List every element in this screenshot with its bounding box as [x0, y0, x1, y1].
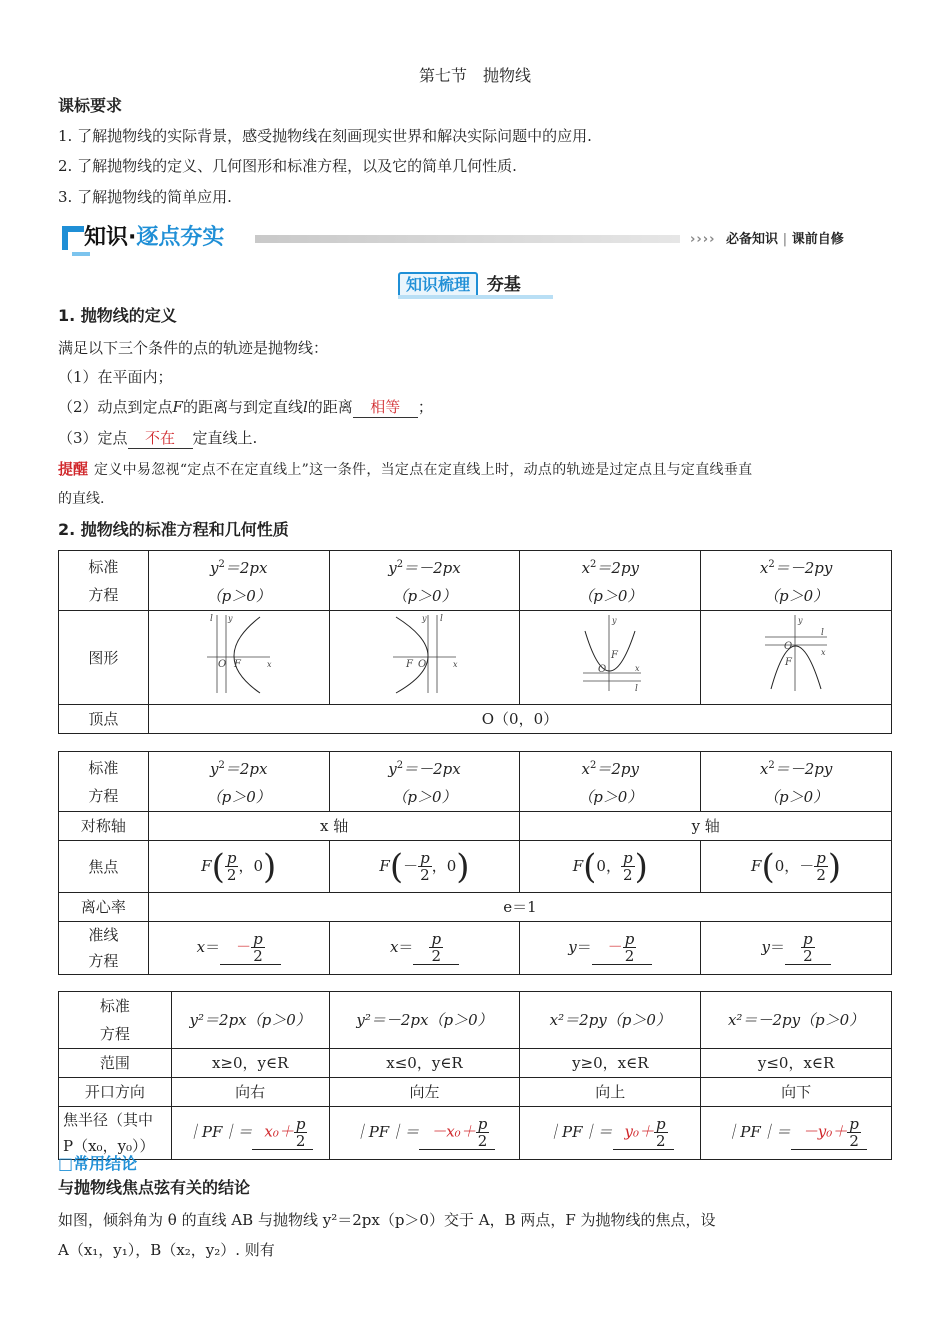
equation — [520, 752, 700, 783]
fraction — [429, 931, 443, 964]
radius-answer: y₀＋ — [624, 1122, 654, 1141]
eccentricity-value: e＝1 — [148, 893, 891, 922]
equation-lhs: x — [759, 559, 769, 577]
fraction — [621, 850, 635, 883]
paren-left: ( — [583, 846, 597, 887]
sec1-cond-2: （2）动点到定点F的距离与到定直线l的距离 相等 ； — [58, 398, 433, 416]
svg-text:x: x — [452, 660, 458, 669]
radius-cell — [329, 1107, 520, 1160]
fraction — [814, 850, 828, 883]
radius-expr — [546, 1115, 674, 1150]
focus-cell — [148, 841, 329, 893]
equation — [149, 752, 329, 783]
svg-text:y: y — [227, 614, 233, 623]
vertex-value: O（0，0） — [148, 705, 891, 734]
fraction — [623, 931, 637, 964]
directrix-expr — [389, 930, 459, 965]
equation-cell — [520, 752, 701, 812]
svg-text:l: l — [209, 614, 213, 624]
paren-left: ( — [211, 846, 225, 887]
equation-lhs: y — [210, 559, 219, 577]
directrix-var: x — [196, 938, 206, 956]
radius-cell — [171, 1107, 329, 1160]
fraction-numerator: p — [656, 1115, 666, 1133]
paren-left: ( — [761, 846, 775, 887]
equation-cell — [329, 551, 520, 611]
directrix-blank — [785, 931, 831, 965]
directrix-blank — [592, 931, 653, 965]
banner-arrows-icon: ›››› — [690, 232, 716, 247]
svg-text:x: x — [266, 660, 272, 669]
equation-rhs: ＝－2py — [774, 760, 833, 778]
radius-prefix: ｜PF｜＝ — [546, 1123, 613, 1141]
focus-cell — [701, 841, 892, 893]
equals: ＝ — [205, 938, 221, 956]
equation-exponent: 2 — [396, 760, 404, 771]
radius-blank — [613, 1116, 674, 1150]
sec1-cond-3: （3）定点 不在 定直线上. — [58, 429, 258, 447]
radius-prefix: ｜PF｜＝ — [725, 1123, 791, 1141]
svg-text:x: x — [635, 664, 640, 673]
svg-text:O: O — [784, 641, 793, 652]
fraction-numerator: p — [622, 849, 633, 867]
paren-left: ( — [389, 846, 404, 887]
sub-banner-box: 知识梳理 — [398, 272, 478, 298]
table-properties — [58, 751, 892, 975]
equation-exponent: 2 — [396, 559, 404, 570]
fraction-denominator: 2 — [803, 947, 813, 965]
fraction — [847, 1116, 861, 1149]
radius-cell — [701, 1107, 892, 1160]
sec1-cond-1: （1）在平面内； — [58, 368, 173, 386]
blank-equal: 相等 — [353, 397, 418, 418]
equation — [701, 551, 891, 582]
radius-blank — [419, 1116, 495, 1150]
paren-right: ) — [263, 846, 277, 887]
focus-zero: 0 — [253, 856, 264, 875]
fraction-numerator: p — [420, 849, 430, 867]
paren-right: ) — [456, 846, 470, 887]
equation — [330, 752, 520, 783]
fraction-denominator: 2 — [816, 866, 826, 884]
fraction-denominator: 2 — [477, 1132, 488, 1150]
banner-right-b: 课前自修 — [791, 232, 844, 247]
equation-lhs: x — [581, 559, 591, 577]
requirement-1: 1. 了解抛物线的实际背景，感受抛物线在刻画现实世界和解决实际问题中的应用. — [58, 127, 592, 145]
equation-rhs: ＝2py — [596, 559, 640, 577]
focus-expr — [379, 846, 470, 887]
radius-prefix: ｜PF｜＝ — [186, 1123, 253, 1141]
sub-banner-after: 夯基 — [486, 275, 521, 295]
fraction — [801, 931, 815, 964]
comma: ， — [238, 856, 254, 875]
equation-condition: （p＞0） — [392, 587, 457, 605]
fraction-numerator: p — [477, 1115, 488, 1133]
directrix-expr — [196, 930, 281, 965]
focus-prefix: F — [751, 856, 762, 875]
focus-expr — [572, 846, 648, 887]
banner-rule — [255, 235, 680, 243]
checkbox-icon: □ — [58, 1154, 74, 1173]
comma: ， — [784, 856, 800, 875]
equation-lhs: x — [759, 760, 769, 778]
table-row: 顶点 O（0，0） — [59, 705, 892, 734]
table-row: 标准 方程 $y^2=2px$ （p＞0） $y^2=-2px$ （p＞0） $x^2=2py$ （p＞0） $x^2=-2py$ （p＞0） — [59, 752, 892, 812]
page-title: 第七节 抛物线 — [418, 66, 531, 85]
equation-exponent: 2 — [590, 760, 597, 771]
radius-expr — [725, 1115, 867, 1150]
svg-text:O: O — [598, 664, 607, 675]
fraction-numerator: p — [816, 849, 826, 867]
table-row: 图形 l y O F x l y O F x y F O x l y O F x l — [59, 611, 892, 705]
fraction-numerator: p — [431, 930, 442, 948]
equation-cell — [701, 752, 892, 812]
directrix-var: y — [568, 938, 577, 956]
fraction-denominator: 2 — [253, 947, 263, 965]
tip-line-1: 提醒 定义中易忽视“定点不在定直线上”这一条件，当定点在定直线上时，动点的轨迹是过定点且与定直线垂直 — [58, 460, 753, 478]
svg-text:l: l — [821, 628, 824, 638]
focal-line-1: 如图，倾斜角为 θ 的直线 AB 与抛物线 y²＝2px（p＞0）交于 A，B 两点，F 为抛物线的焦点，设 — [58, 1211, 716, 1229]
svg-text:F: F — [233, 659, 241, 670]
table-row: 准线 方程 x＝ － $\frac{p}{2}$ x＝ $\frac{p}{2}$ y＝ － $\frac{p}{2}$ y＝ $\frac{p}{2}$ — [59, 922, 892, 975]
sec1-intro: 满足以下三个条件的点的轨迹是抛物线： — [58, 339, 329, 357]
radius-expr — [353, 1115, 496, 1150]
svg-text:y: y — [798, 616, 803, 625]
equation — [330, 551, 520, 582]
equation-condition: （p＞0） — [764, 587, 829, 605]
fraction-denominator: 2 — [624, 947, 635, 965]
requirements-heading: 课标要求 — [58, 96, 123, 115]
focus-prefix: F — [572, 856, 584, 875]
equation-rhs: ＝－2py — [774, 559, 833, 577]
fraction-numerator: p — [849, 1115, 859, 1133]
fraction-numerator: p — [803, 930, 813, 948]
equation-lhs: y — [388, 760, 397, 778]
fraction-numerator: p — [295, 1115, 306, 1133]
equation — [149, 551, 329, 582]
svg-text:y: y — [421, 614, 427, 623]
radius-prefix: ｜PF｜＝ — [353, 1123, 420, 1141]
sub-banner-underline — [398, 295, 553, 299]
equation-rhs: ＝－2px — [403, 559, 461, 577]
equation-cell — [148, 752, 329, 812]
svg-text:F: F — [405, 659, 413, 670]
fraction-denominator: 2 — [623, 866, 633, 884]
equation-exponent: 2 — [768, 559, 775, 570]
table-row: 开口方向 向右 向左 向上 向下 — [59, 1078, 892, 1107]
equation-lhs: x — [581, 760, 591, 778]
focus-sign: － — [799, 856, 815, 875]
equation-condition: （p＞0） — [578, 587, 643, 605]
directrix-expr — [568, 930, 652, 965]
focus-expr — [751, 846, 842, 887]
equation-exponent: 2 — [218, 760, 225, 771]
sec2-num: 2 — [58, 520, 70, 539]
equation-cell — [520, 551, 701, 611]
equals: ＝ — [770, 938, 786, 956]
fraction-numerator: p — [226, 849, 237, 867]
fraction-denominator: 2 — [656, 1132, 666, 1150]
graph-up-icon — [575, 611, 645, 695]
radius-answer: －x₀＋ — [431, 1122, 476, 1141]
paren-right: ) — [634, 846, 648, 887]
fraction — [654, 1116, 668, 1149]
directrix-blank — [220, 931, 281, 965]
sec2-heading: . 抛物线的标准方程和几何性质 — [69, 520, 289, 539]
fraction — [418, 850, 432, 883]
focus-zero: 0 — [596, 856, 606, 875]
directrix-cell — [520, 922, 701, 975]
table-row: 焦半径（其中 P（x₀，y₀）） ｜PF｜＝ x₀＋ $\frac{p}{2}$ ｜PF｜＝ －x₀＋ $\frac{p}{2}$ ｜PF｜＝ y₀＋ $\frac{p}{2}$ ｜PF｜＝ －y₀＋ $\frac{p}{2}$ — [59, 1107, 892, 1160]
common-heading: □常用结论 — [58, 1154, 138, 1173]
table-row: 对称轴 x 轴 y 轴 — [59, 812, 892, 841]
equation-cell — [329, 752, 520, 812]
directrix-cell — [329, 922, 520, 975]
radius-cell — [520, 1107, 701, 1160]
directrix-var: y — [761, 938, 771, 956]
banner-title-a: 知识 — [84, 225, 129, 250]
requirement-2: 2. 了解抛物线的定义、几何图形和标准方程，以及它的简单几何性质. — [58, 157, 517, 175]
banner-right-a: 必备知识 — [725, 232, 778, 247]
focus-zero: 0 — [446, 856, 457, 875]
equals: ＝ — [576, 938, 592, 956]
svg-text:F: F — [611, 650, 619, 661]
equation-cell — [701, 551, 892, 611]
focus-prefix: F — [201, 856, 212, 875]
equation-condition: （p＞0） — [206, 587, 271, 605]
focus-expr — [201, 846, 277, 887]
sec1-heading: . 抛物线的定义 — [69, 306, 177, 325]
equation — [520, 551, 700, 582]
fraction-numerator: p — [624, 930, 635, 948]
table-row: 范围 x≥0，y∈R x≤0，y∈R y≥0，x∈R y≤0，x∈R — [59, 1049, 892, 1078]
equation-condition: （p＞0） — [392, 788, 457, 806]
focus-zero: 0 — [774, 856, 785, 875]
equation-rhs: ＝2px — [224, 559, 268, 577]
directrix-var: x — [389, 938, 399, 956]
radius-blank — [791, 1116, 867, 1150]
equation-lhs: y — [209, 760, 219, 778]
directrix-blank — [413, 931, 459, 965]
directrix-sign: － — [236, 937, 252, 956]
tip-line-2: 的直线. — [58, 491, 105, 507]
graph-down-icon — [761, 611, 831, 695]
directrix-cell — [148, 922, 329, 975]
equation-lhs: y — [388, 559, 397, 577]
fraction-denominator: 2 — [295, 1132, 306, 1150]
fraction-denominator: 2 — [431, 947, 442, 965]
focus-prefix: F — [379, 856, 390, 875]
directrix-sign: － — [607, 937, 623, 956]
fraction-numerator: p — [253, 930, 263, 948]
directrix-expr — [761, 930, 831, 965]
banner-separator: | — [782, 232, 788, 247]
banner-dot: · — [128, 225, 137, 250]
directrix-cell — [701, 922, 892, 975]
svg-text:l: l — [635, 684, 639, 694]
fraction — [476, 1116, 490, 1149]
sec1-num: 1 — [58, 306, 70, 325]
equation-cell — [148, 551, 329, 611]
svg-text:O: O — [217, 659, 226, 670]
svg-text:l: l — [439, 614, 443, 624]
fraction — [251, 931, 265, 964]
svg-text:x: x — [821, 648, 826, 657]
fraction-denominator: 2 — [420, 866, 430, 884]
comma: ， — [431, 856, 447, 875]
table-graphs — [58, 550, 892, 734]
equation-exponent: 2 — [218, 559, 225, 570]
fraction-denominator: 2 — [226, 866, 237, 884]
equation-condition: （p＞0） — [578, 788, 643, 806]
radius-answer: －y₀＋ — [802, 1122, 848, 1141]
table-range — [58, 991, 892, 1160]
radius-answer: x₀＋ — [264, 1122, 294, 1141]
comma: ， — [605, 856, 621, 875]
paren-right: ) — [827, 846, 842, 887]
fraction — [294, 1116, 308, 1149]
graph-left-icon — [390, 611, 460, 695]
table-row: 标准 方程 $y^2=2px$ （p＞0） $y^2=-2px$ （p＞0） $x^2=2py$ （p＞0） $x^2=-2py$ （p＞0） — [59, 551, 892, 611]
equation-rhs: ＝2py — [596, 760, 640, 778]
focus-sign: － — [403, 856, 419, 875]
banner-title-b: 逐点夯实 — [136, 225, 225, 250]
table-row: 标准 方程 y²＝2px（p＞0） y²＝－2px（p＞0） x²＝2py（p＞0） x²＝－2py（p＞0） — [59, 992, 892, 1049]
fraction — [225, 850, 239, 883]
equation-condition: （p＞0） — [764, 788, 829, 806]
focus-cell — [329, 841, 520, 893]
table-row: 离心率 e＝1 — [59, 893, 892, 922]
equation-rhs: ＝2px — [224, 760, 268, 778]
tip-label: 提醒 — [58, 460, 89, 478]
requirement-3: 3. 了解抛物线的简单应用. — [58, 188, 232, 206]
table-row: 焦点 F( $\frac{p}{2}$ ，0) F(－ $\frac{p}{2}$ ，0) F(0， $\frac{p}{2}$ ) F(0，－ $\frac{p}{2}$ ) — [59, 841, 892, 893]
svg-text:F: F — [785, 657, 793, 668]
svg-text:y: y — [612, 616, 617, 625]
fraction-denominator: 2 — [849, 1132, 859, 1150]
radius-blank — [252, 1116, 313, 1150]
focus-cell — [520, 841, 701, 893]
graph-right-icon — [204, 611, 274, 695]
svg-text:O: O — [417, 659, 426, 670]
equals: ＝ — [398, 938, 414, 956]
equation — [701, 752, 891, 783]
equation-exponent: 2 — [590, 559, 597, 570]
blank-not-on: 不在 — [128, 428, 193, 449]
radius-expr — [186, 1115, 314, 1150]
equation-condition: （p＞0） — [206, 788, 271, 806]
equation-rhs: ＝－2px — [403, 760, 461, 778]
focal-line-2: A（x₁，y₁），B（x₂，y₂）. 则有 — [58, 1241, 275, 1259]
equation-exponent: 2 — [768, 760, 775, 771]
focal-heading: 与抛物线焦点弦有关的结论 — [58, 1178, 251, 1197]
